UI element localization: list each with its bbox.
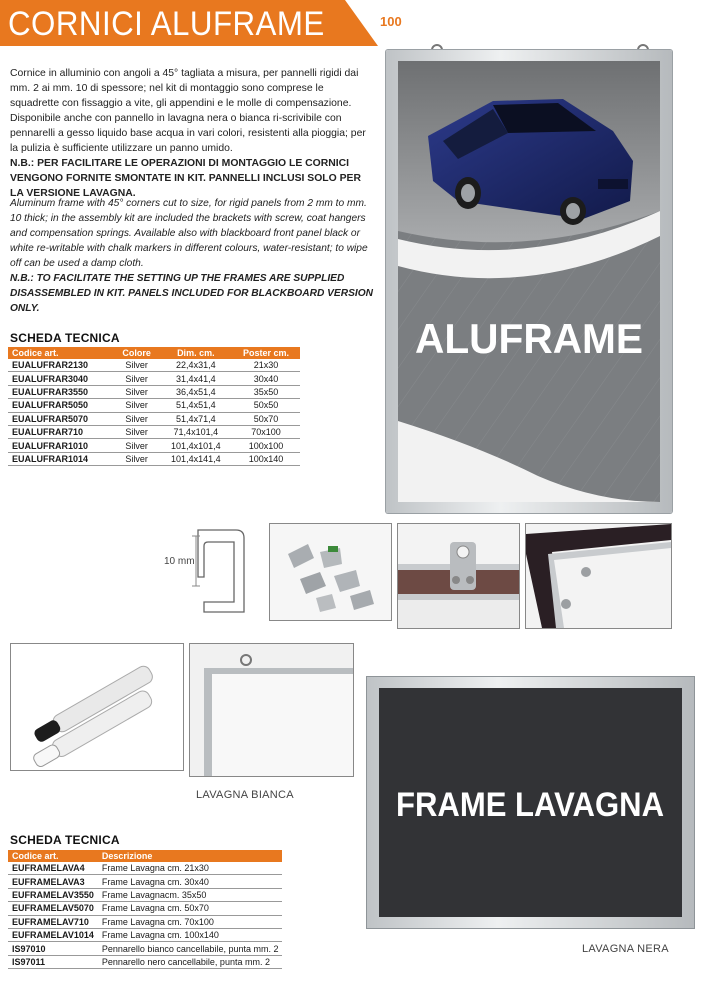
table-cell: Frame Lavagna cm. 50x70 [98, 902, 283, 915]
table-cell: Frame Lavagna cm. 100x140 [98, 928, 283, 941]
description-english-note: N.B.: TO FACILITATE THE SETTING UP THE FRAMES ARE SUPPLIED DISASSEMBLED IN KIT. PANELS INCLUDED FOR BLACKBOARD VERSION ONLY. [10, 273, 373, 314]
table-cell: EUFRAMELAV3550 [8, 888, 98, 901]
table-cell: 71,4x101,4 [160, 425, 232, 438]
table-row [8, 412, 300, 425]
table2-title: SCHEDA TECNICA [10, 833, 120, 847]
table-cell: 22,4x31,4 [160, 359, 232, 372]
lavagna-nera-board-text: FRAME LAVAGNA [396, 786, 664, 824]
table-cell: Silver [114, 439, 160, 452]
table-row [8, 372, 300, 385]
table2-header-row [8, 850, 282, 862]
description-italian-note: N.B.: PER FACILITARE LE OPERAZIONI DI MONTAGGIO LE CORNICI VENGONO FORNITE SMONTATE IN KIT. PANNELLI INCLUSI SOLO PER LA VERSIONE LAVAGNA. [10, 158, 361, 199]
table-row [8, 425, 300, 438]
table-cell: Silver [114, 399, 160, 412]
table-cell: 101,4x141,4 [160, 452, 232, 465]
table-row [8, 928, 282, 941]
table-row [8, 399, 300, 412]
table-cell: Silver [114, 452, 160, 465]
table-row [8, 359, 300, 372]
table-cell: Frame Lavagna cm. 30x40 [98, 875, 283, 888]
table-cell: 70x100 [232, 425, 300, 438]
table-row [8, 875, 282, 888]
table1 [8, 347, 300, 466]
frame-profile-drawing [148, 522, 268, 622]
table-cell: Pennarello nero cancellabile, punta mm. 2 [98, 955, 283, 968]
table-cell: Silver [114, 412, 160, 425]
table-cell: EUALUFRAR2130 [8, 359, 114, 372]
table-cell: 100x140 [232, 452, 300, 465]
table-cell: 50x70 [232, 412, 300, 425]
table1-title: SCHEDA TECNICA [10, 331, 120, 345]
markers-image [11, 644, 183, 770]
lavagna-nera-board [379, 688, 682, 917]
table1-header-poster: Poster cm. [232, 347, 300, 359]
aluframe-poster [398, 61, 660, 502]
table-cell: Frame Lavagnacm. 35x50 [98, 888, 283, 901]
table-cell: Silver [114, 425, 160, 438]
table-cell: Frame Lavagna cm. 21x30 [98, 862, 283, 875]
table-cell: EUFRAMELAVA3 [8, 875, 98, 888]
table-cell: EUALUFRAR3040 [8, 372, 114, 385]
table-cell: EUALUFRAR5050 [8, 399, 114, 412]
table-cell: Frame Lavagna cm. 70x100 [98, 915, 283, 928]
table-cell: 30x40 [232, 372, 300, 385]
table-row [8, 385, 300, 398]
description-italian [10, 66, 373, 201]
table-row [8, 439, 300, 452]
table2-header-code: Codice art. [8, 850, 98, 862]
hardware-kit-image [270, 524, 391, 620]
table-cell: EUALUFRAR1014 [8, 452, 114, 465]
table-cell: EUALUFRAR1010 [8, 439, 114, 452]
table1-header-dim: Dim. cm. [160, 347, 232, 359]
white-board-image [190, 644, 353, 776]
page-title: CORNICI ALUFRAME [8, 5, 325, 43]
table-cell: IS97010 [8, 942, 98, 955]
table-cell: 50x50 [232, 399, 300, 412]
table-row [8, 902, 282, 915]
page-number: 100 [380, 14, 402, 29]
table-row [8, 942, 282, 955]
lavagna-nera-graphic [379, 688, 682, 917]
table-cell: 51,4x71,4 [160, 412, 232, 425]
table2-header-description: Descrizione [98, 850, 283, 862]
table-row [8, 915, 282, 928]
table-cell: Silver [114, 359, 160, 372]
table-cell: EUALUFRAR3550 [8, 385, 114, 398]
table-cell: EUFRAMELAV710 [8, 915, 98, 928]
table-cell: Pennarello bianco cancellabile, punta mm. 2 [98, 942, 283, 955]
table-cell: EUALUFRAR5070 [8, 412, 114, 425]
table-cell: EUFRAMELAV1014 [8, 928, 98, 941]
hanger-detail-photo [397, 523, 520, 629]
table1-header-row [8, 347, 300, 359]
poster-title: ALUFRAME [415, 315, 643, 362]
lavagna-nera-caption: LAVAGNA NERA [582, 943, 669, 955]
description-italian-body: Cornice in alluminio con angoli a 45° tagliata a misura, per pannelli rigidi dai mm. 2 ai mm. 10 di spessore; nel kit di montaggio sono comprese le squadrette con fissaggio a vite, gli appendini e le molle di compensazione. Disponibile anche con pannello in lavagna nera o bianca ri-scrivibile con pennarelli a gesso liquido base acqua in vari colori, resistenti alla pioggia; per la pulizia è sufficiente utilizzare un panno umido. [10, 68, 366, 154]
description-english [10, 196, 373, 316]
table1-header-code: Codice art. [8, 347, 114, 359]
table-cell: 35x50 [232, 385, 300, 398]
markers-photo [10, 643, 184, 771]
table-cell: 101,4x101,4 [160, 439, 232, 452]
table-cell: EUALUFRAR710 [8, 425, 114, 438]
table-row [8, 452, 300, 465]
table-cell: 100x100 [232, 439, 300, 452]
hanger-detail-image [398, 524, 519, 628]
poster-graphic [398, 61, 660, 502]
table-cell: EUFRAMELAVA4 [8, 862, 98, 875]
corner-detail-photo [525, 523, 672, 629]
table-cell: 36,4x51,4 [160, 385, 232, 398]
table-row [8, 862, 282, 875]
profile-dimension-label: 10 mm [164, 556, 195, 567]
table-cell: 31,4x41,4 [160, 372, 232, 385]
corner-detail-image [526, 524, 671, 628]
lavagna-bianca-caption: LAVAGNA BIANCA [196, 789, 294, 801]
table1-header-color: Colore [114, 347, 160, 359]
table-cell: 51,4x51,4 [160, 399, 232, 412]
table-cell: 21x30 [232, 359, 300, 372]
table-cell: IS97011 [8, 955, 98, 968]
table-row [8, 955, 282, 968]
description-english-body: Aluminum frame with 45° corners cut to size, for rigid panels from 2 mm to mm. 10 thick; in the assembly kit are included the brackets with screw, coat hangers and compensation springs. Available also with blackboard front panel black or white re-writable with chalk markers in different colours, water-resistant; to wipe off can be used a damp cloth. [10, 198, 368, 269]
table-cell: Silver [114, 385, 160, 398]
table-row [8, 888, 282, 901]
table-cell: EUFRAMELAV5070 [8, 902, 98, 915]
table2 [8, 850, 282, 969]
hardware-kit-photo [269, 523, 392, 621]
table-cell: Silver [114, 372, 160, 385]
white-board-photo [189, 643, 354, 777]
